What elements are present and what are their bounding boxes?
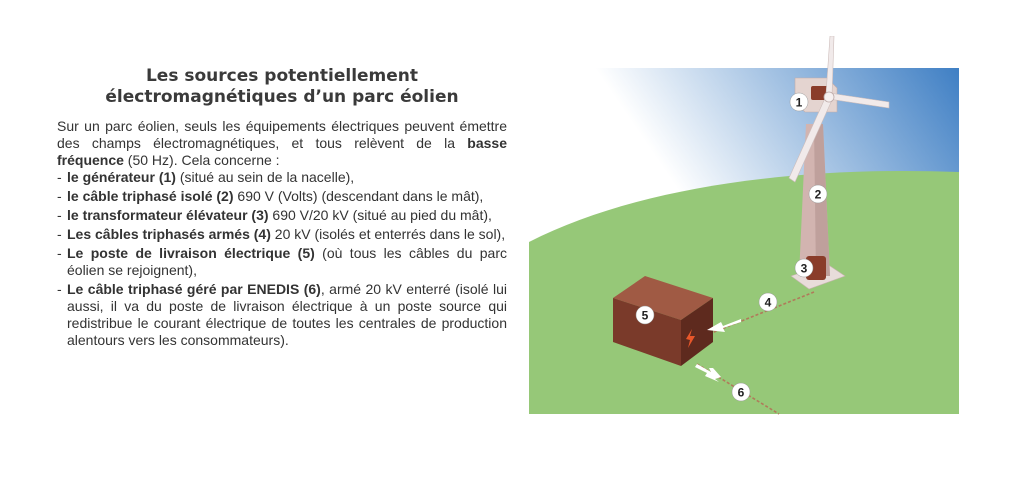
item-rest: (où tous les câbles du parc éolien se rejoignent),	[67, 245, 507, 278]
list-item	[57, 245, 507, 279]
list-dash: -	[57, 169, 62, 185]
marker-2	[809, 185, 827, 203]
title-line-1: Les sources potentiellement	[145, 66, 419, 86]
intro-text-2: (50 Hz). Cela concerne :	[123, 152, 280, 168]
text-panel	[57, 66, 507, 351]
title-line-2: électromagnétiques d’un parc éolien	[105, 87, 459, 107]
intro-paragraph	[57, 118, 507, 169]
item-lead: le câble triphasé isolé (2)	[67, 188, 234, 204]
item-rest: , armé 20 kV enterré (isolé lui aussi, il va du poste de livraison électrique à un poste source qui redistribue le courant électrique de toutes les centrales de production alentours vers les consommateurs).	[67, 281, 508, 348]
item-rest: 690 V/20 kV (situé au pied du mât),	[268, 207, 492, 223]
marker-1	[790, 93, 808, 111]
wind-farm-illustration	[529, 36, 959, 416]
item-rest: 690 V (Volts) (descendant dans le mât),	[233, 188, 484, 204]
list-item	[57, 169, 507, 186]
item-lead: Le poste de livraison électrique (5)	[67, 245, 315, 261]
list-dash: -	[57, 226, 62, 242]
item-lead: le transformateur élévateur (3)	[67, 207, 269, 223]
list-dash: -	[57, 245, 62, 261]
marker-1-label: 1	[795, 95, 803, 110]
wind-farm-svg	[529, 36, 959, 416]
marker-5	[636, 306, 654, 324]
list-dash: -	[57, 207, 62, 223]
list-dash: -	[57, 188, 62, 204]
page-title	[57, 66, 507, 108]
item-lead: Les câbles triphasés armés (4)	[67, 226, 271, 242]
list-item	[57, 207, 507, 224]
marker-2-label: 2	[814, 187, 822, 202]
marker-3-label: 3	[800, 261, 808, 276]
rotor-hub	[824, 92, 834, 102]
item-rest: (situé au sein de la nacelle),	[175, 169, 355, 185]
marker-6	[732, 383, 750, 401]
item-lead: Le câble triphasé géré par ENEDIS (6)	[67, 281, 321, 297]
intro-text-1: Sur un parc éolien, seuls les équipements électriques peuvent émettre des champs électromagnétiques, et tous relèvent de la	[57, 118, 507, 151]
marker-4-label: 4	[764, 295, 772, 310]
item-rest: 20 kV (isolés et enterrés dans le sol),	[270, 226, 506, 242]
marker-4	[759, 293, 777, 311]
intro-bold: basse fréquence	[57, 135, 507, 168]
background-group	[529, 68, 959, 416]
marker-3	[795, 259, 813, 277]
item-lead: le générateur (1)	[67, 169, 176, 185]
equipment-list	[57, 169, 507, 349]
list-item	[57, 281, 507, 349]
list-dash: -	[57, 281, 62, 297]
list-item	[57, 188, 507, 205]
marker-5-label: 5	[641, 308, 649, 323]
marker-6-label: 6	[737, 385, 745, 400]
list-item	[57, 226, 507, 243]
